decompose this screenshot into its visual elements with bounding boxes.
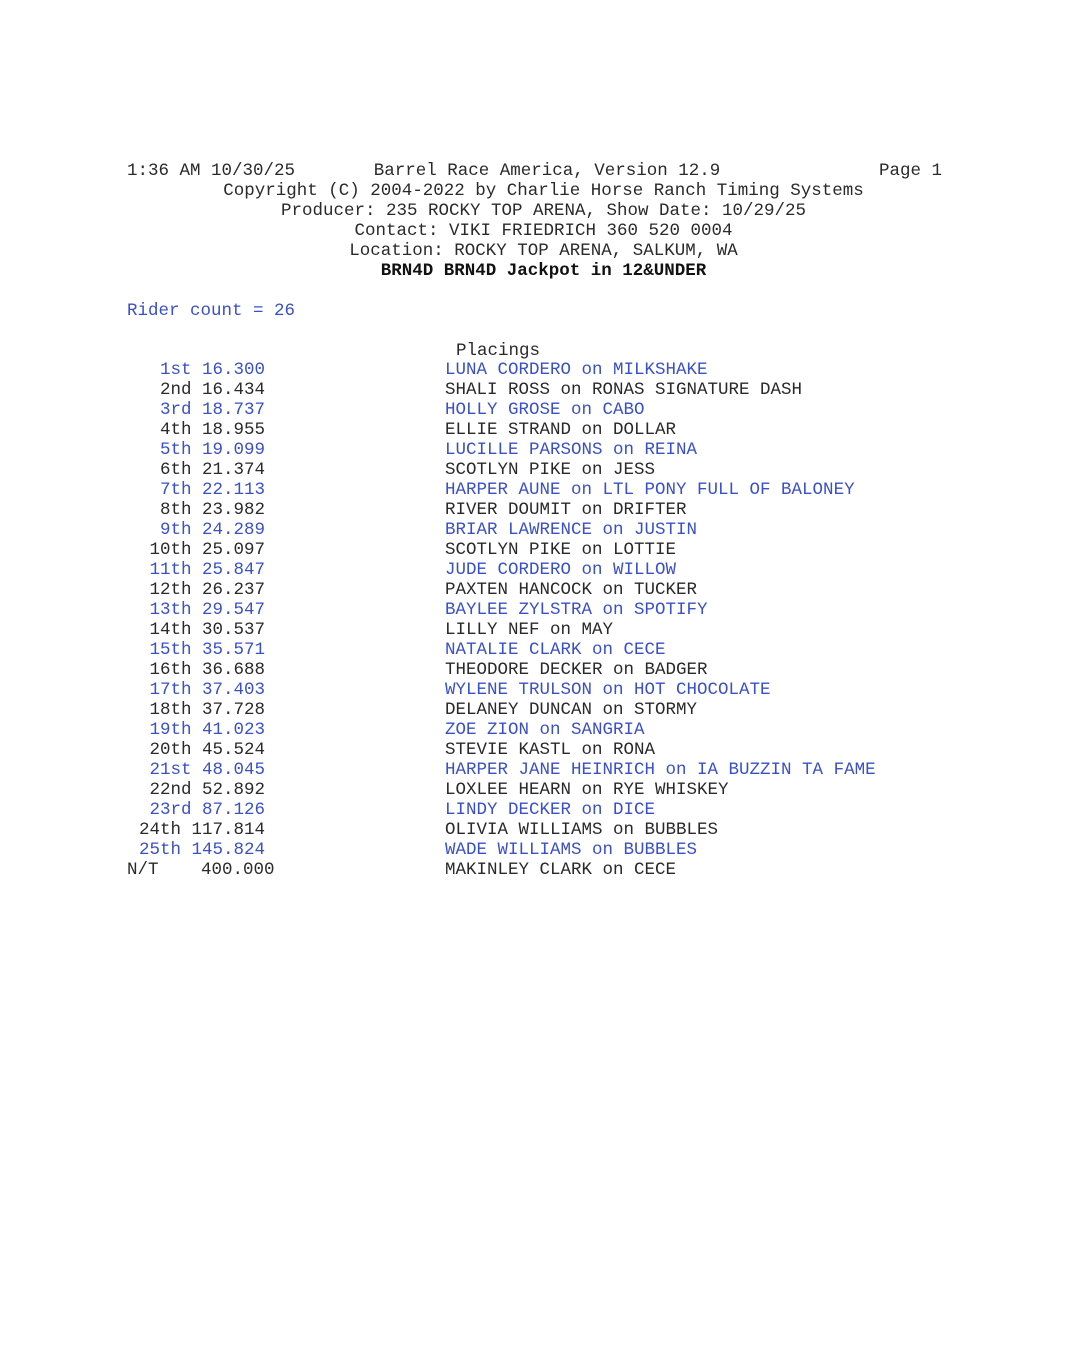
placing-row [0,600,1080,620]
placing-time: 19.099 [201,440,265,460]
placing-time: 36.688 [201,660,265,680]
placing-rank-time [125,400,265,420]
placing-rank-time [125,620,265,640]
placing-rank-time [125,600,265,620]
placing-time: 22.113 [201,480,265,500]
placing-time: 23.982 [201,500,265,520]
rider-horse: RIVER DOUMIT on DRIFTER [445,500,687,520]
placing-rank-time [125,460,265,480]
placing-row [0,640,1080,660]
placing-time: 87.126 [201,800,265,820]
rider-horse: DELANEY DUNCAN on STORMY [445,700,698,720]
placing-row [0,820,1080,840]
placing-position: 25th [138,840,181,860]
rider-horse: LUCILLE PARSONS on REINA [445,440,698,460]
report-datetime: 1:36 AM 10/30/25 [127,161,296,181]
rider-horse: LOXLEE HEARN on RYE WHISKEY [445,780,729,800]
placing-position: 20th [149,740,192,760]
placing-row [0,660,1080,680]
rider-horse: SCOTLYN PIKE on JESS [445,460,656,480]
placings-heading: Placings [456,341,541,361]
placing-rank-time [125,500,265,520]
placing-row [0,740,1080,760]
placing-row [0,840,1080,860]
rider-horse: HARPER JANE HEINRICH on IA BUZZIN TA FAME [445,760,876,780]
rider-horse: BAYLEE ZYLSTRA on SPOTIFY [445,600,708,620]
placing-row [0,800,1080,820]
no-time-value: 400.000 [201,860,275,880]
placing-time: 25.097 [201,540,265,560]
placing-position: 5th [159,440,192,460]
placing-rank-time [125,760,265,780]
placing-time: 21.374 [201,460,265,480]
placing-position: 19th [149,720,192,740]
event-title: BRN4D BRN4D Jackpot in 12&UNDER [380,261,707,281]
placing-time: 29.547 [201,600,265,620]
rider-horse: PAXTEN HANCOCK on TUCKER [445,580,698,600]
placing-position: 14th [149,620,192,640]
rider-horse: MAKINLEY CLARK on CECE [445,860,677,880]
rider-horse: WYLENE TRULSON on HOT CHOCOLATE [445,680,771,700]
copyright-line: Copyright (C) 2004-2022 by Charlie Horse Ranch Timing Systems [223,181,864,201]
rider-horse: SCOTLYN PIKE on LOTTIE [445,540,677,560]
placing-row [0,400,1080,420]
placing-time: 26.237 [201,580,265,600]
placing-row [0,360,1080,380]
rider-horse: ELLIE STRAND on DOLLAR [445,420,677,440]
placing-rank-time [125,820,265,840]
placing-rank-time [125,380,265,400]
placing-row [0,420,1080,440]
placing-row [0,540,1080,560]
rider-horse: LINDY DECKER on DICE [445,800,656,820]
placing-time: 18.955 [201,420,265,440]
rider-horse: HOLLY GROSE on CABO [445,400,645,420]
rider-count: Rider count = 26 [127,301,296,321]
placing-position: 2nd [159,380,192,400]
page-number: Page 1 [879,161,943,181]
placing-time: 145.824 [191,840,265,860]
placing-row [0,780,1080,800]
placing-rank-time [125,560,265,580]
rider-horse: LUNA CORDERO on MILKSHAKE [445,360,708,380]
placing-rank-time [125,840,265,860]
placing-time: 45.524 [201,740,265,760]
placing-row [0,500,1080,520]
placing-position: 24th [138,820,181,840]
placing-rank-time [125,660,265,680]
placing-position: 11th [149,560,192,580]
placing-rank-time [125,640,265,660]
placing-rank-time [125,800,265,820]
rider-horse: OLIVIA WILLIAMS on BUBBLES [445,820,719,840]
rider-horse: ZOE ZION on SANGRIA [445,720,645,740]
placing-time: 37.728 [201,700,265,720]
placing-rank-time [125,480,265,500]
placing-row [0,620,1080,640]
software-title: Barrel Race America, Version 12.9 [373,161,721,181]
no-time-label: N/T [127,860,159,880]
rider-horse: LILLY NEF on MAY [445,620,614,640]
placing-position: 12th [149,580,192,600]
placing-position: 17th [149,680,192,700]
rider-horse: SHALI ROSS on RONAS SIGNATURE DASH [445,380,803,400]
placing-row [0,440,1080,460]
placing-position: 4th [159,420,192,440]
placing-row [0,680,1080,700]
placing-row [0,480,1080,500]
placing-rank-time [125,360,265,380]
placing-position: 8th [159,500,192,520]
placing-rank-time [125,520,265,540]
placing-row [0,380,1080,400]
placing-position: 6th [159,460,192,480]
placings-list [0,360,1080,880]
placing-row [0,560,1080,580]
rider-horse: WADE WILLIAMS on BUBBLES [445,840,698,860]
placing-position: 9th [159,520,192,540]
placing-rank-time [125,720,265,740]
placing-time: 18.737 [201,400,265,420]
placing-time: 25.847 [201,560,265,580]
placing-position: 22nd [149,780,192,800]
placing-time: 35.571 [201,640,265,660]
placing-rank-time [125,680,265,700]
rider-horse: HARPER AUNE on LTL PONY FULL OF BALONEY [445,480,855,500]
rider-horse: STEVIE KASTL on RONA [445,740,656,760]
placing-row [0,760,1080,780]
contact-line: Contact: VIKI FRIEDRICH 360 520 0004 [354,221,733,241]
placing-position: 21st [149,760,192,780]
placing-rank-time [125,580,265,600]
rider-horse: NATALIE CLARK on CECE [445,640,666,660]
location-line: Location: ROCKY TOP ARENA, SALKUM, WA [349,241,738,261]
producer-line: Producer: 235 ROCKY TOP ARENA, Show Date: 10/29/25 [280,201,807,221]
placing-row [0,720,1080,740]
placing-time: 41.023 [201,720,265,740]
placing-position: 15th [149,640,192,660]
rider-horse: BRIAR LAWRENCE on JUSTIN [445,520,698,540]
placing-time: 37.403 [201,680,265,700]
placing-position: 10th [149,540,192,560]
placing-position: 1st [159,360,192,380]
placing-time: 24.289 [201,520,265,540]
placing-position: 16th [149,660,192,680]
placing-position: 13th [149,600,192,620]
no-time-row [0,860,1080,880]
placing-row [0,460,1080,480]
placing-time: 30.537 [201,620,265,640]
placing-position: 18th [149,700,192,720]
placing-rank-time [125,440,265,460]
placing-time: 52.892 [201,780,265,800]
placing-time: 16.434 [201,380,265,400]
placing-time: 16.300 [201,360,265,380]
rider-horse: THEODORE DECKER on BADGER [445,660,708,680]
placing-rank-time [125,420,265,440]
placing-rank-time [125,780,265,800]
placing-position: 7th [159,480,192,500]
placing-row [0,700,1080,720]
rider-horse: JUDE CORDERO on WILLOW [445,560,677,580]
placing-row [0,520,1080,540]
placing-row [0,580,1080,600]
placing-rank-time [125,540,265,560]
placing-position: 3rd [159,400,192,420]
placing-position: 23rd [149,800,192,820]
placing-time: 117.814 [191,820,265,840]
placing-time: 48.045 [201,760,265,780]
placing-rank-time [125,700,265,720]
placing-rank-time [125,740,265,760]
